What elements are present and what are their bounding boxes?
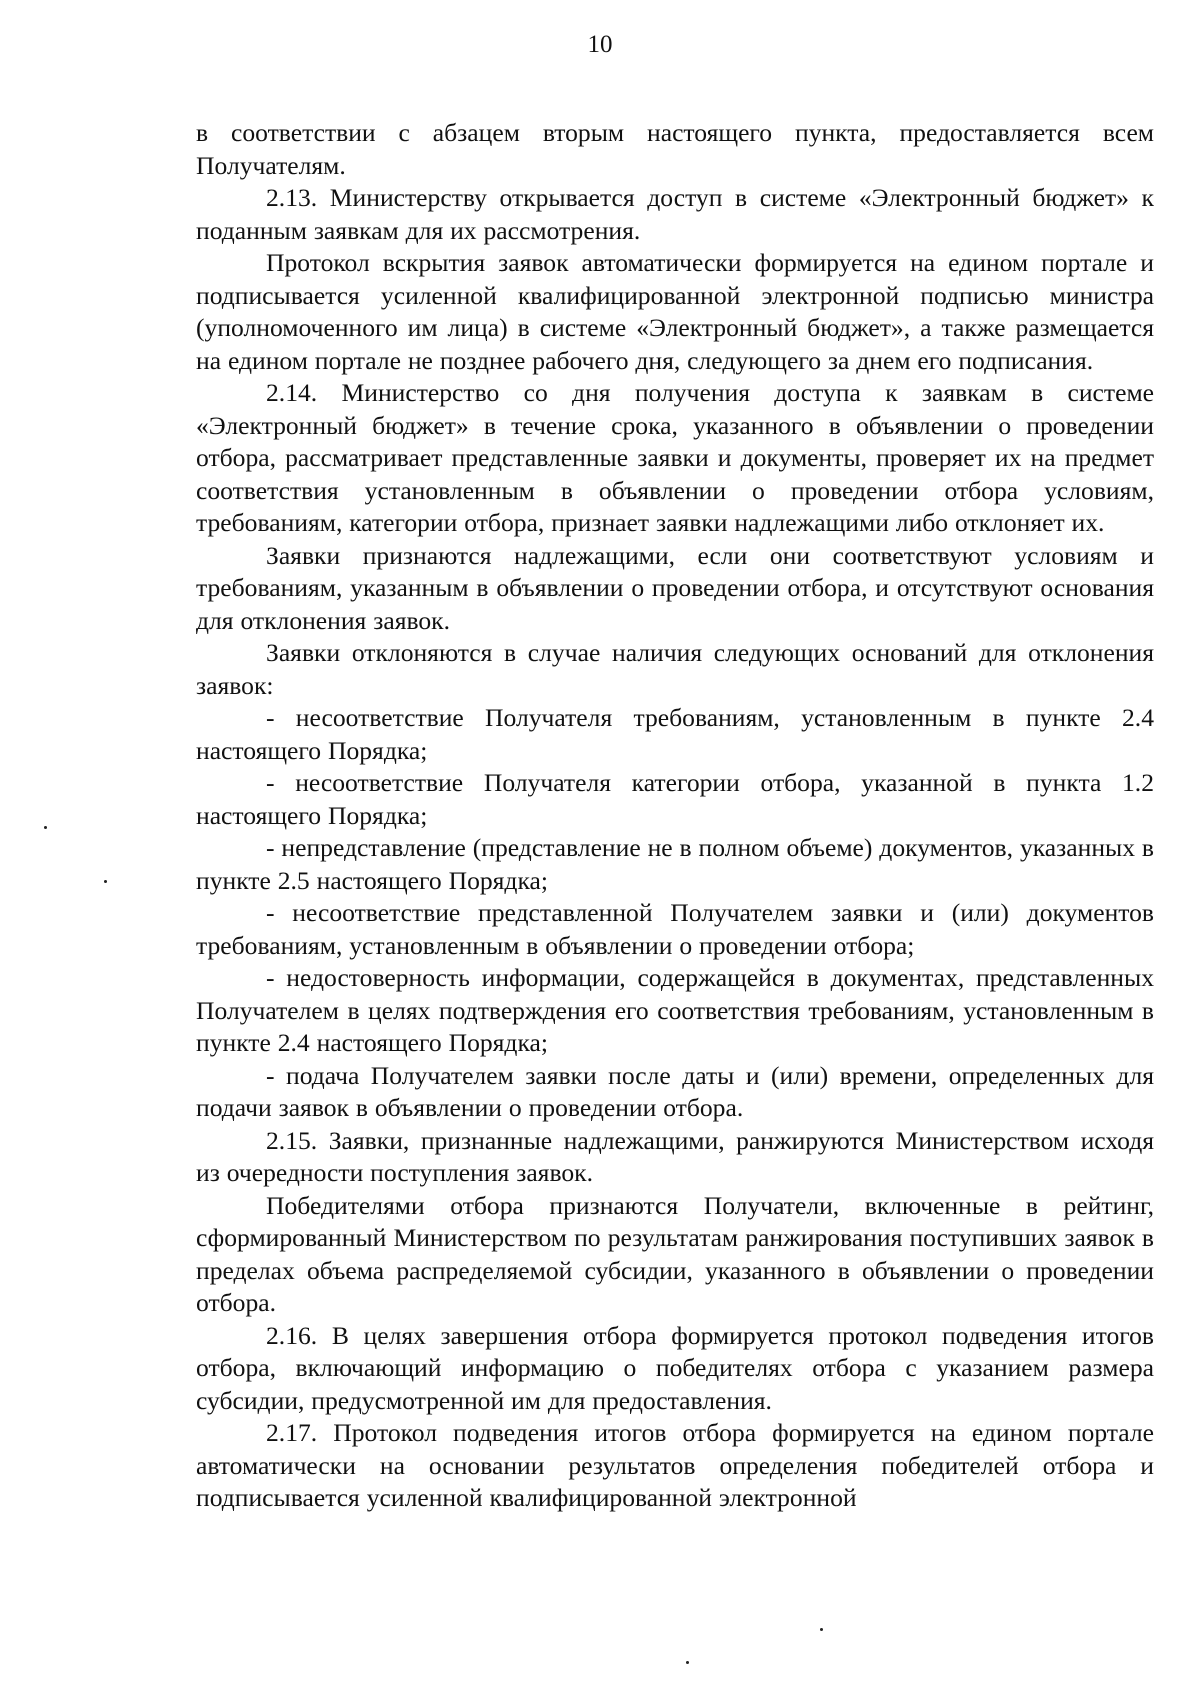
page-number: 10 (587, 31, 613, 58)
list-item-rejection-3: - непредставление (представление не в полном объеме) документов, указанных в пункте 2.5 настоящего Порядка; (196, 833, 1154, 895)
paragraph-2-16: 2.16. В целях завершения отбора формируется протокол подведения итогов отбора, включающий информацию о победителях отбора с указанием размера субсидии, предусмотренной им для предоставления. (196, 1320, 1154, 1415)
scan-speck (104, 880, 107, 883)
paragraph-2-14: 2.14. Министерство со дня получения доступа к заявкам в системе «Электронный бюджет» в течение срока, указанного в объявлении о проведении отбора, рассматривает представленные заявки и документы, проверяет их на предмет соответствия установленным в объявлении о проведении отбора условиям, требованиям, категории отбора, признает заявки надлежащими либо отклоняет их. (196, 378, 1154, 537)
list-item-rejection-5: - недостоверность информации, содержащейся в документах, представленных Получателем в целях подтверждения его соответствия требованиям, установленным в пункте 2.4 настоящего Порядка; (196, 963, 1154, 1057)
paragraph-2-13: 2.13. Министерству открывается доступ в системе «Электронный бюджет» к поданным заявкам для их рассмотрения. (196, 183, 1154, 245)
list-item-rejection-6: - подача Получателем заявки после даты и (или) времени, определенных для подачи заявок в объявлении о проведении отбора. (196, 1060, 1154, 1122)
list-item-rejection-4: - несоответствие представленной Получателем заявки и (или) документов требованиям, установленным в объявлении о проведении отбора; (196, 898, 1154, 960)
list-item-rejection-2: - несоответствие Получателя категории отбора, указанной в пункта 1.2 настоящего Порядка; (196, 768, 1154, 830)
document-body (196, 117, 1154, 1515)
paragraph-winners: Победителями отбора признаются Получатели, включенные в рейтинг, сформированный Министерством по результатам ранжирования поступивших заявок в пределах объема распределяемой субсидии, указанного в объявлении о проведении отбора. (196, 1190, 1154, 1317)
paragraph-2-15: 2.15. Заявки, признанные надлежащими, ранжируются Министерством исходя из очередности поступления заявок. (196, 1125, 1154, 1187)
list-item-rejection-1: - несоответствие Получателя требованиям, установленным в пункте 2.4 настоящего Порядка; (196, 703, 1154, 765)
paragraph-continuation: в соответствии с абзацем вторым настоящего пункта, предоставляется всем Получателям. (196, 118, 1154, 180)
scan-speck (686, 1661, 689, 1664)
paragraph-rejection-grounds: Заявки отклоняются в случае наличия следующих оснований для отклонения заявок: (196, 638, 1154, 700)
paragraph-2-17: 2.17. Протокол подведения итогов отбора формируется на едином портале автоматически на основании результатов определения победителей отбора и подписывается усиленной квалифицированной электронной (196, 1418, 1154, 1512)
scan-speck (820, 1628, 823, 1631)
paragraph-applications-proper: Заявки признаются надлежащими, если они соответствуют условиям и требованиям, указанным в объявлении о проведении отбора, и отсутствуют основания для отклонения заявок. (196, 540, 1154, 635)
paragraph-protocol-opening: Протокол вскрытия заявок автоматически формируется на едином портале и подписывается усиленной квалифицированной электронной подписью министра (уполномоченного им лица) в системе «Электронный бюджет», а также размещается на едином портале не позднее рабочего дня, следующего за днем его подписания. (196, 248, 1154, 375)
scan-speck (44, 826, 47, 829)
